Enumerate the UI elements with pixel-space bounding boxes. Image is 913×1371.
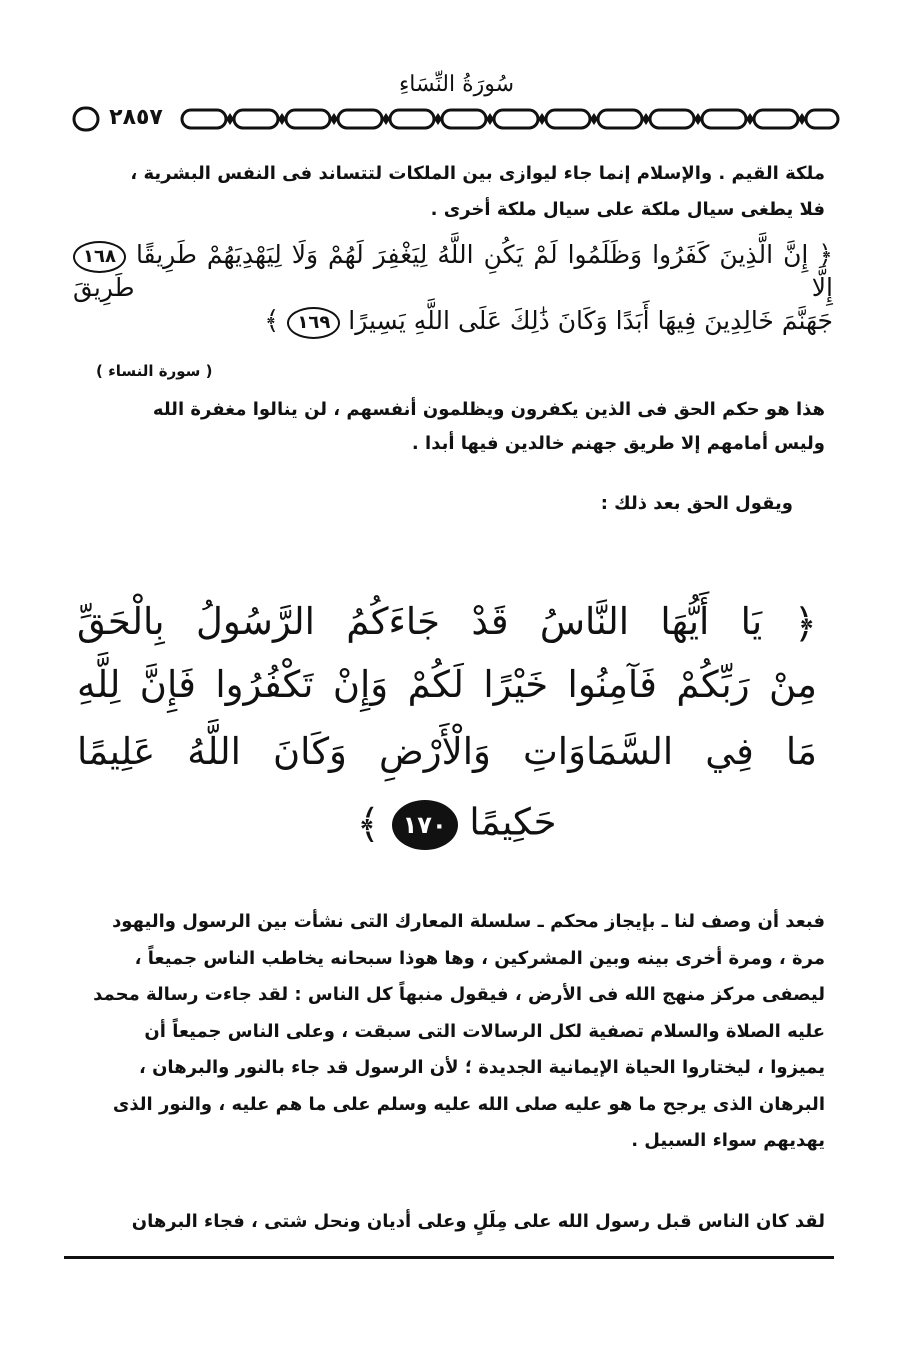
- paragraph-2: [85, 393, 825, 461]
- text-line: يميزوا ، ليختاروا الحياة الإيمانية الجديدة ؛ لأن الرسول قد جاء بالنور والبرهان ،: [138, 1057, 825, 1078]
- text-line: البرهان الذى يرجح ما هو عليه صلى الله عليه وسلم على ما هم عليه ، والنور الذى: [112, 1093, 825, 1115]
- paragraph-1: [85, 156, 825, 228]
- quran-verse-170-line-3: [77, 730, 817, 773]
- text-line: فبعد أن وصف لنا ـ بإيجاز محكم ـ سلسلة المعارك التى نشأت بين الرسول واليهود: [112, 911, 825, 932]
- verse-text: حَكِيمًا: [469, 800, 557, 844]
- verse-text: جَهَنَّمَ خَالِدِينَ فِيهَا أَبَدًا وَكَانَ ذَٰلِكَ عَلَى اللَّهِ يَسِيرًا: [348, 306, 833, 335]
- paragraph-4: [85, 904, 825, 1160]
- quran-verse-170-line-4: [0, 800, 913, 850]
- text-line: وليس أمامهم إلا طريق جهنم خالدين فيها أبدا .: [411, 433, 825, 454]
- source-reference: ( سورة النساء ): [96, 362, 213, 380]
- paragraph-3: [93, 488, 793, 520]
- ayah-number-marker: ١٦٩: [287, 307, 340, 339]
- header-chain-ornament: [72, 102, 842, 136]
- quran-verse-170-line-2: [77, 663, 817, 706]
- text-line: يهديهم سواء السبيل .: [631, 1130, 825, 1151]
- verse-text: ﴿ إِنَّ الَّذِينَ كَفَرُوا وَظَلَمُوا لَمْ يَكُنِ اللَّهُ لِيَغْفِرَ لَهُمْ وَلَا لِيَهْدِيَهُمْ طَرِيقًا: [135, 240, 833, 269]
- verse-text: مَا فِي السَّمَاوَاتِ وَالْأَرْضِ وَكَانَ اللَّهُ عَلِيمًا: [77, 730, 817, 773]
- text-line: هذا هو حكم الحق فى الذين يكفرون ويظلمون أنفسهم ، لن ينالوا مغفرة الله: [152, 399, 825, 420]
- verse-text: يَا أَيُّهَا النَّاسُ قَدْ جَاءَكُمُ الرَّسُولُ بِالْحَقِّ: [77, 600, 763, 643]
- ayah-number-marker: ١٧٠: [392, 800, 458, 850]
- surah-title: سُورَةُ النِّسَاءِ: [398, 72, 515, 97]
- text-line: لقد كان الناس قبل رسول الله على مِلَلٍ وعلى أديان ونحل شتى ، فجاء البرهان: [131, 1211, 825, 1232]
- verse-open-ornament: ﴿: [793, 601, 817, 648]
- verse-close-ornament: ﴾: [356, 802, 380, 848]
- ayah-number-marker: ١٦٨: [73, 241, 126, 273]
- page-number: ٢٨٥٧: [109, 105, 163, 130]
- text-line: ليصفى مركز منهج الله فى الأرض ، فيقول منبهاً كل الناس : لقد جاءت رسالة محمد: [93, 984, 825, 1005]
- text-line: ملكة القيم . والإسلام إنما جاء ليوازى بين الملكات لتتساند فى النفس البشرية ،: [130, 163, 825, 184]
- verse-text: إِلَّا طَرِيقَ: [73, 272, 833, 302]
- verse-text: مِنْ رَبِّكُمْ فَآمِنُوا خَيْرًا لَكُمْ وَإِنْ تَكْفُرُوا فَإِنَّ لِلَّهِ: [77, 663, 817, 706]
- paragraph-5: [85, 1203, 825, 1241]
- text-line: فلا يطغى سيال ملكة على سيال ملكة أخرى .: [430, 199, 825, 220]
- text-line: مرة ، ومرة أخرى بينه وبين المشركين ، وها هوذا سبحانه يخاطب الناس جميعاً ،: [134, 947, 825, 969]
- quran-verse-169-line-2: [73, 306, 833, 339]
- quran-verse-170-line-1: [77, 600, 817, 648]
- verse-close-bracket: ﴾: [264, 306, 280, 336]
- quran-verse-168-line-1: [73, 240, 833, 302]
- text-line: ويقول الحق بعد ذلك :: [600, 493, 793, 514]
- footer-rule: [64, 1256, 834, 1259]
- text-line: عليه الصلاة والسلام تصفية لكل الرسالات التى سبقت ، وعلى الناس جميعاً أن: [144, 1020, 825, 1042]
